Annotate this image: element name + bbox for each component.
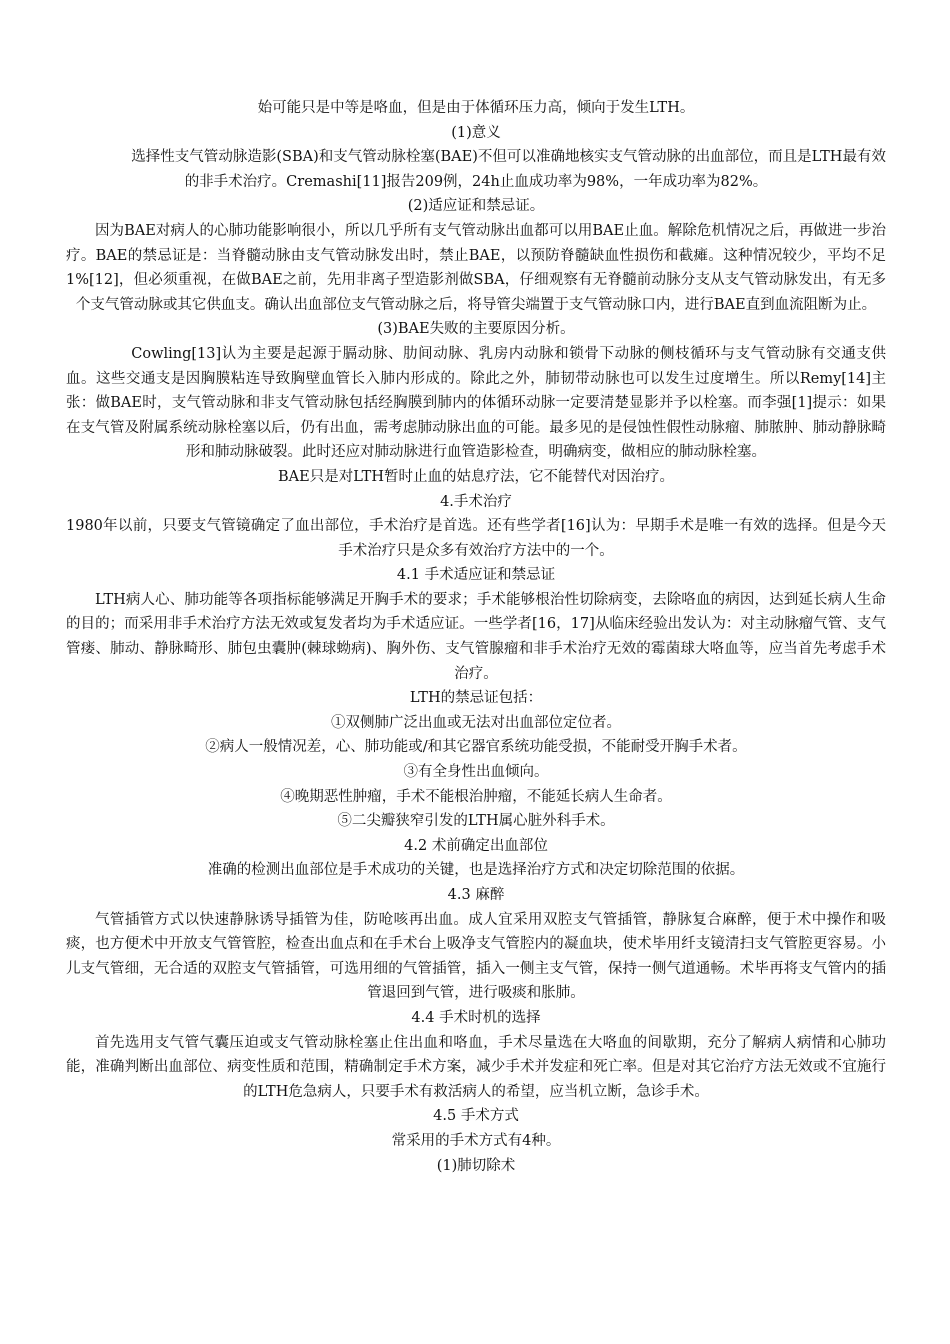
document-page [66, 96, 886, 1178]
list-item: ①双侧肺广泛出血或无法对出血部位定位者。 [331, 714, 621, 731]
section-heading: 4.4 手术时机的选择 [411, 1009, 541, 1026]
paragraph: LTH病人心、肺功能等各项指标能够满足开胸手术的要求；手术能够根治性切除病变，去除咯血的病因，达到延长病人生命的目的；而采用非手术治疗方法无效或复发者均为手术适应证。一些学者[16，17]从临床经验出发认为：对主动脉瘤气管、支气管瘘、肺动、静脉畸形、肺包虫囊肿(棘球蚴病)、胸外伤、支气管腺瘤和非手术治疗无效的霉菌球大咯血等，应当首先考虑手术治疗。 [66, 591, 886, 682]
list-item: ③有全身性出血倾向。 [403, 764, 549, 781]
text-line: 始可能只是中等是咯血，但是由于体循环压力高，倾向于发生LTH。 [257, 100, 695, 116]
list-item: ④晚期恶性肿瘤，手术不能根治肿瘤，不能延长病人生命者。 [280, 788, 672, 805]
section-heading: 4.手术治疗 [440, 493, 512, 510]
paragraph: 气管插管方式以快速静脉诱导插管为佳，防呛咳再出血。成人宜采用双腔支气管插管，静脉复合麻醉，便于术中操作和吸痰，也方便术中开放支气管管腔，检查出血点和在手术台上吸净支气管腔内的凝血块，使术毕用纤支镜清扫支气管腔更容易。小儿支气管细，无合适的双腔支气管插管，可选用细的气管插管，插入一侧主支气管，保持一侧气道通畅。术毕再将支气管内的插管退回到气管，进行吸痰和胀肺。 [66, 911, 886, 1002]
list-item: ②病人一般情况差，心、肺功能或/和其它器官系统功能受损，不能耐受开胸手术者。 [205, 739, 747, 756]
section-heading: (1)肺切除术 [436, 1157, 516, 1174]
section-heading: 4.2 术前确定出血部位 [404, 837, 548, 854]
section-heading: (1)意义 [451, 124, 501, 141]
section-heading: (2)适应证和禁忌证。 [407, 198, 545, 215]
paragraph: 首先选用支气管气囊压迫或支气管动脉栓塞止住出血和咯血，手术尽量选在大咯血的间歇期，充分了解病人病情和心肺功能，准确判断出血部位、病变性质和范围，精确制定手术方案，减少手术并发症和死亡率。但是对其它治疗方法无效或不宜施行的LTH危急病人，只要手术有救活病人的希望，应当机立断，急诊手术。 [66, 1034, 886, 1100]
text-line: 常采用的手术方式有4种。 [391, 1132, 561, 1149]
text-line: LTH的禁忌证包括： [409, 690, 543, 707]
section-heading: 4.3 麻醉 [447, 887, 505, 903]
paragraph: 1980年以前，只要支气管镜确定了血出部位，手术治疗是首选。还有些学者[16]认为：早期手术是唯一有效的选择。但是今天手术治疗只是众多有效治疗方法中的一个。 [66, 518, 886, 559]
section-heading: (3)BAE失败的主要原因分析。 [377, 321, 575, 338]
text-line: 准确的检测出血部位是手术成功的关键，也是选择治疗方式和决定切除范围的依据。 [207, 862, 745, 879]
section-heading: 4.5 手术方式 [433, 1108, 519, 1125]
section-heading: 4.1 手术适应证和禁忌证 [396, 567, 556, 584]
paragraph: 因为BAE对病人的心肺功能影响很小，所以几乎所有支气管动脉出血都可以用BAE止血。解除危机情况之后，再做进一步治疗。BAE的禁忌证是：当脊髓动脉由支气管动脉发出时，禁止BAE，以预防脊髓缺血性损伤和截瘫。这种情况较少，平均不足1%[12]，但必须重视，在做BAE之前，先用非离子型造影剂做SBA，仔细观察有无脊髓前动脉分支从支气管动脉发出，有无多个支气管动脉或其它供血支。确认出血部位支气管动脉之后，将导管尖端置于支气管动脉口内，进行BAE直到血流阻断为止。 [66, 222, 886, 313]
text-line: BAE只是对LTH暂时止血的姑息疗法，它不能替代对因治疗。 [278, 468, 674, 485]
list-item: ⑤二尖瓣狭窄引发的LTH属心脏外科手术。 [337, 813, 615, 830]
paragraph: Cowling[13]认为主要是起源于膈动脉、肋间动脉、乳房内动脉和锁骨下动脉的侧枝循环与支气管动脉有交通支供血。这些交通支是因胸膜粘连导致胸壁血管长入肺内形成的。除此之外，肺韧带动脉也可以发生过度增生。所以Remy[14]主张：做BAE时，支气管动脉和非支气管动脉包括经胸膜到肺内的体循环动脉一定要清楚显影并予以栓塞。而李强[1]提示：如果在支气管及附属系统动脉栓塞以后，仍有出血，需考虑肺动脉出血的可能。最多见的是侵蚀性假性动脉瘤、肺脓肿、肺动静脉畸形和肺动脉破裂。此时还应对肺动脉进行血管造影检查，明确病变，做相应的肺动脉栓塞。 [66, 345, 886, 461]
paragraph: 选择性支气管动脉造影(SBA)和支气管动脉栓塞(BAE)不但可以准确地核实支气管动脉的出血部位，而且是LTH最有效的非手术治疗。Cremashi[11]报告209例，24h止血成功率为98%，一年成功率为82%。 [131, 149, 886, 190]
